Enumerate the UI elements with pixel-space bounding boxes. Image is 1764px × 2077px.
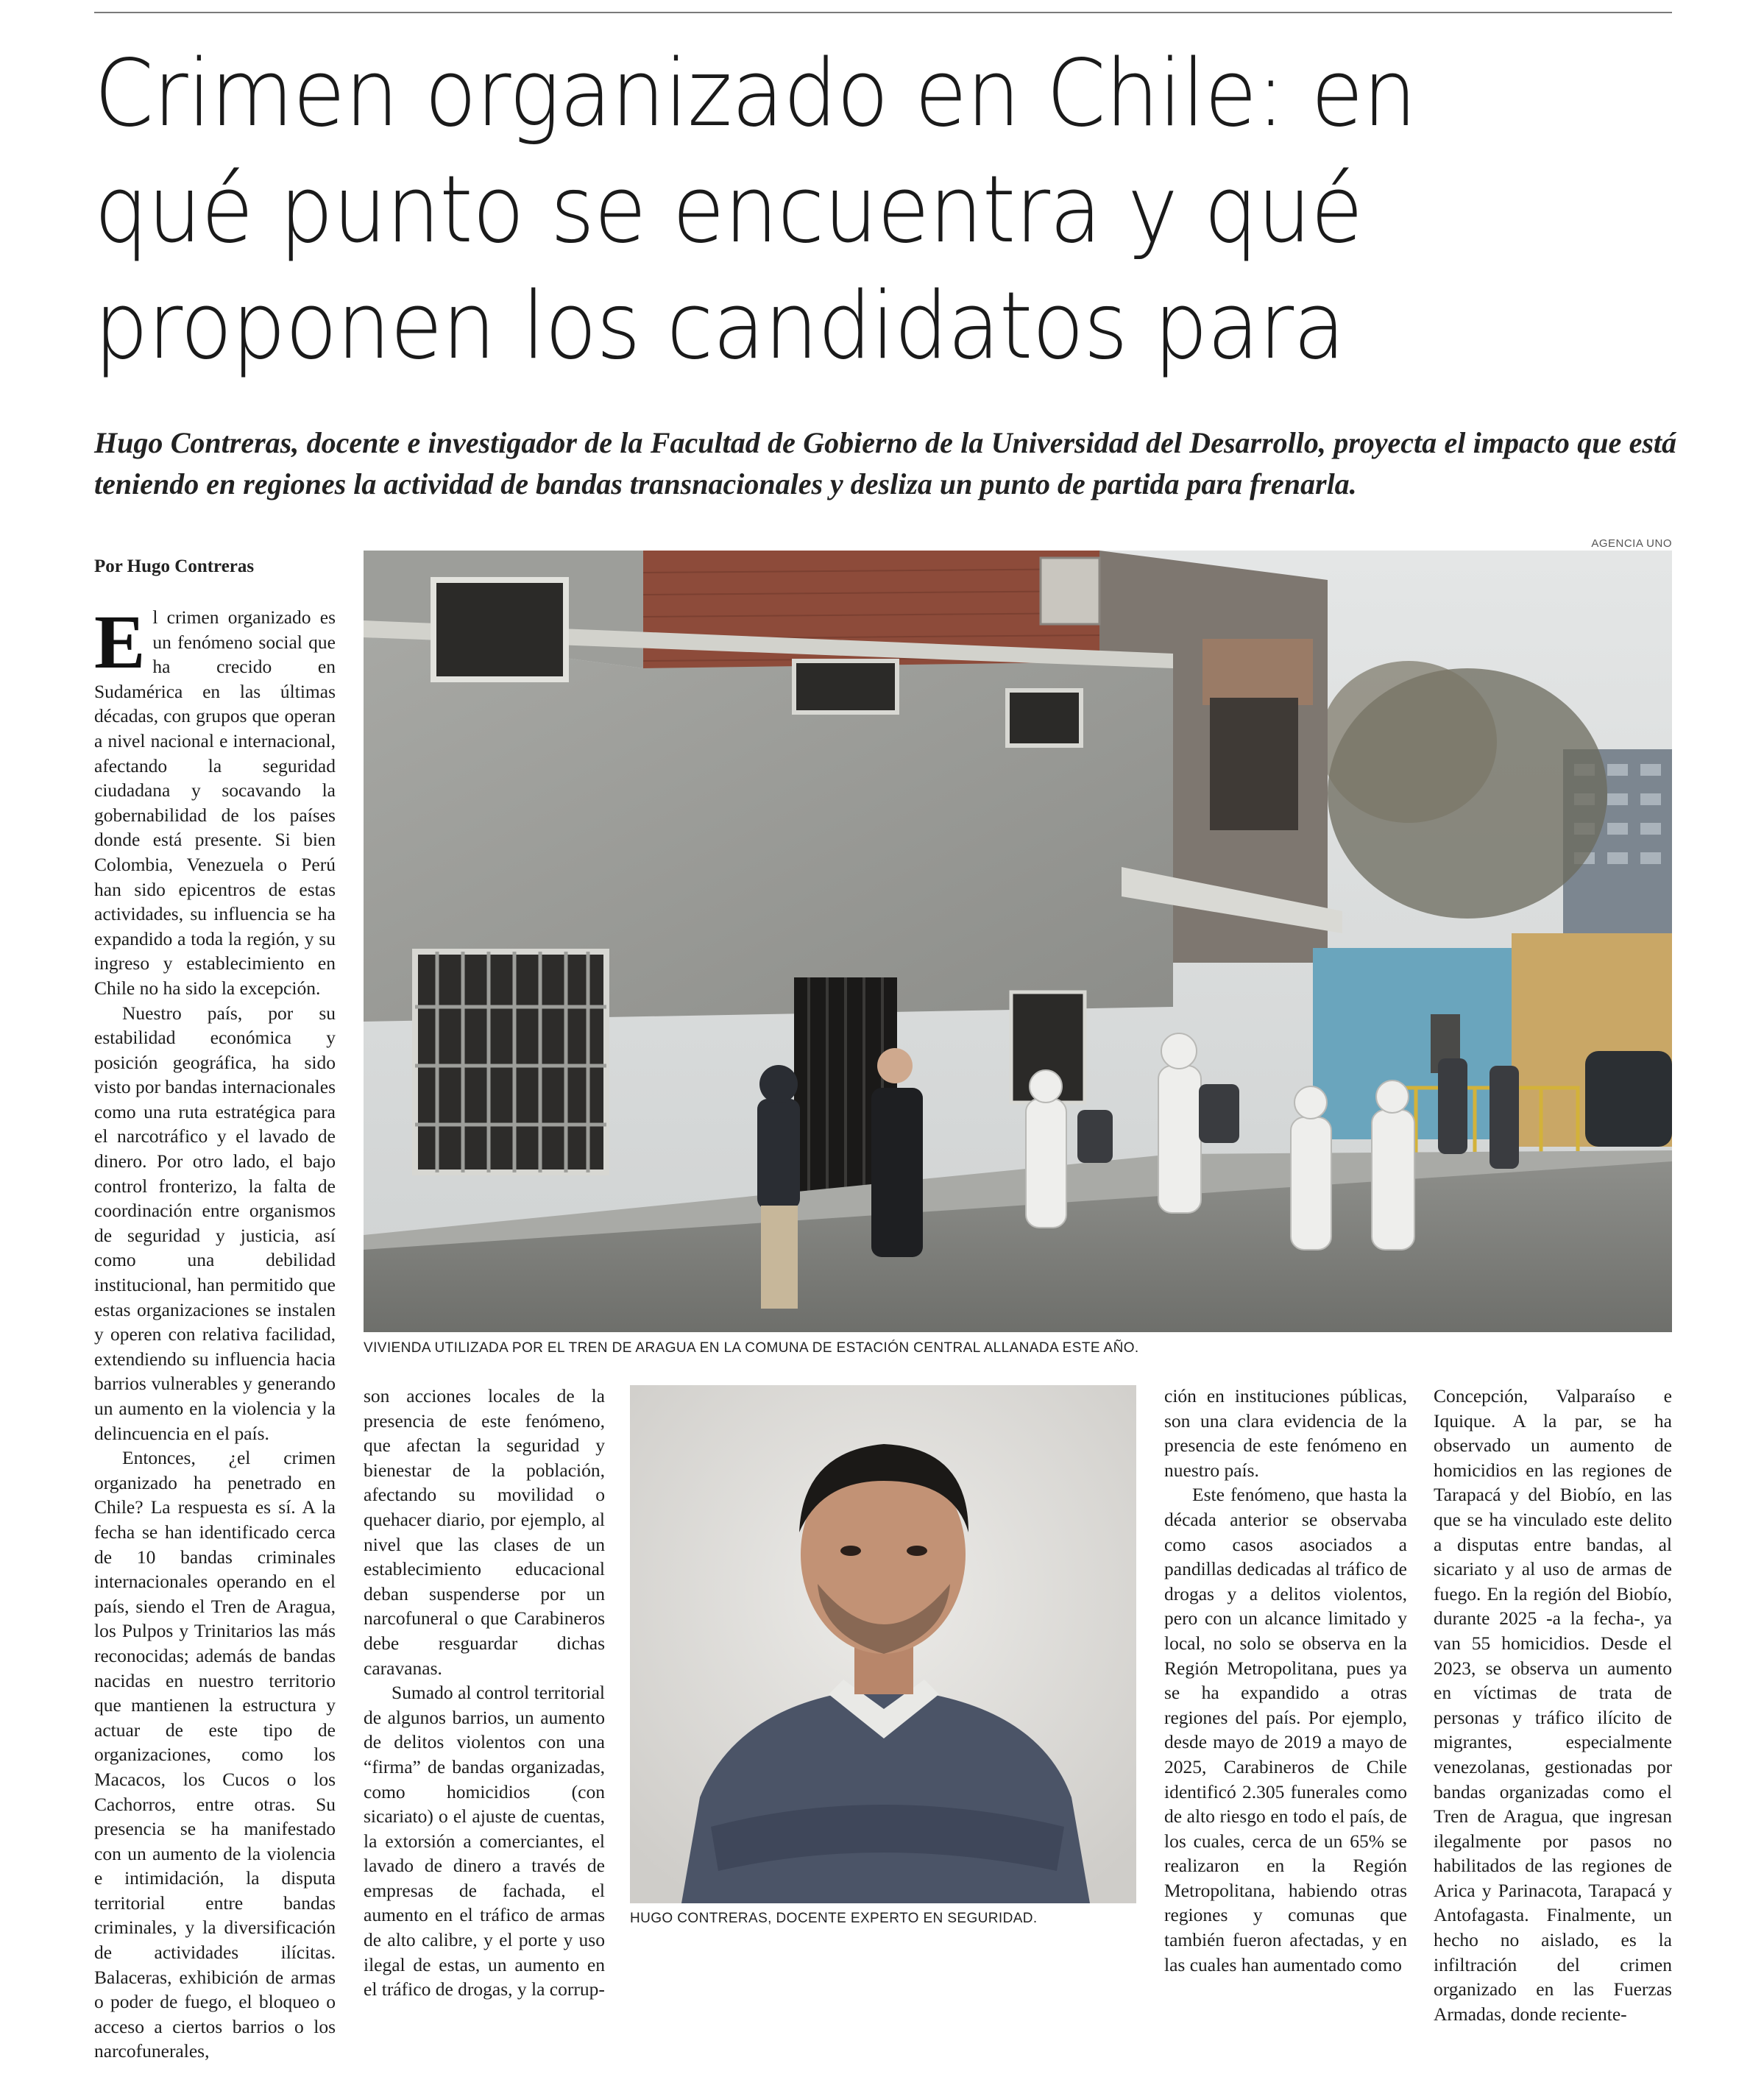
paragraph-1 <box>94 600 336 1001</box>
paragraph-3-continued: son acciones locales de la presencia de este fenómeno, que afectan la seguridad y bienestar de la población, afectando su movilidad o quehacer diario, por ejemplo, al nivel que las clases de un establecimiento educacional deban suspenderse por un narcofuneral o que Carabineros debe resguardar dichas caravanas. <box>364 1385 605 1679</box>
portrait-caption: HUGO CONTRERAS, DOCENTE EXPERTO EN SEGURIDAD. <box>630 1911 1038 1926</box>
body-column-1 <box>94 600 336 2064</box>
headline <box>94 35 1550 384</box>
headline-line-2: qué punto se encuentra y qué <box>94 155 1363 263</box>
body-column-3 <box>1164 1384 1407 1977</box>
headline-line-1: Crimen organizado en Chile: en <box>94 39 1417 147</box>
paragraph-1-text: l crimen organizado es un fenómeno social que ha crecido en Sudamérica en las últimas décadas, con grupos que operan a nivel nacional e internacional, afectando la seguridad ciudadana y socavando la gobernabilidad de los países donde está presente. Si bien Colombia, Venezuela o Perú han sido epicentros de estas actividades, su influencia se ha expandido a toda la región, y su ingreso y establecimiento en Chile no ha sido la excepción. <box>94 606 336 999</box>
portrait-illustration <box>630 1385 1136 1903</box>
drop-cap: E <box>94 600 146 684</box>
paragraph-5-continued: Concepción, Valparaíso e Iquique. A la par, se ha observado un aumento de homicidios en las regiones de Tarapacá y del Biobío, en las que se ha vinculado este delito a disputas entre bandas, al sicariato y al uso de armas de fuego. En la región del Biobío, durante 2025 -a la fecha-, ya van 55 homicidios. Desde el 2023, se observa un aumento en víctimas de trata de personas y tráfico ilícito de migrantes, especialmente venezolanas, gestionadas por bandas organizadas como el Tren de Aragua, que ingresan ilegalmente por pasos no habilitados de las regiones de Arica y Parinacota, Tarapacá y Antofagasta. Finalmente, un hecho no aislado, es la infiltración del crimen organizado en las Fuerzas Armadas, donde reciente- <box>1434 1385 1672 2025</box>
deck-subheading: Hugo Contreras, docente e investigador de la Facultad de Gobierno de la Universidad del Desarrollo, proyecta el impacto que está teniendo en regiones la actividad de bandas transnacionales y desliza un punto de partida para frenarla. <box>94 426 1676 500</box>
portrait-photo <box>630 1385 1136 1903</box>
paragraph-4-continued: ción en instituciones públicas, son una clara evidencia de la presencia de este fenómeno en nuestro país. <box>1164 1385 1407 1481</box>
headline-line-3: proponen los candidatos para <box>94 272 1345 380</box>
paragraph-5: Este fenómeno, que hasta la década anterior se observaba como casos asociados a pandillas dedicadas al tráfico de drogas y a delitos violentos, pero con un alcance limitado y local, no solo se observa en la Región Metropolitana, pues ya se ha expandido a otras regiones del país. Por ejemplo, desde mayo de 2019 a mayo de 2025, Carabineros de Chile identificó 2.305 funerales como de alto riesgo en todo el país, de los cuales, cerca de un 65% se realizaron en la Región Metropolitana, habiendo otras regiones y comunas que también fueron afectadas, y en las cuales han aumentado como <box>1164 1484 1407 1975</box>
photo-credit: AGENCIA UNO <box>1591 537 1672 550</box>
body-column-2 <box>364 1384 605 2002</box>
byline: Por Hugo Contreras <box>94 556 255 576</box>
top-rule <box>94 12 1672 13</box>
main-photo-caption: VIVIENDA UTILIZADA POR EL TREN DE ARAGUA EN LA COMUNA DE ESTACIÓN CENTRAL ALLANADA ESTE AÑO. <box>364 1340 1139 1356</box>
paragraph-2: Nuestro país, por su estabilidad económica y posición geográfica, ha sido visto por bandas internacionales como una ruta estratégica para el narcotráfico y el lavado de dinero. Por otro lado, el bajo control fronterizo, la falta de coordinación entre organismos de seguridad y justicia, así como una debilidad institucional, han permitido que estas organizaciones se instalen y operen con relativa facilidad, extendiendo su influencia hacia barrios vulnerables y generando un aumento en la violencia y la delincuencia en el país. <box>94 1002 336 1444</box>
paragraph-4: Sumado al control territorial de algunos barrios, un aumento de delitos violentos con una “firma” de bandas organizadas, como homicidios (con sicariato) o el ajuste de cuentas, la extorsión a comerciantes, el lavado de dinero a través de empresas de fachada, el aumento en el tráfico de armas de alto calibre, y el porte y uso ilegal de estas, un aumento en el tráfico de drogas, y la corrup- <box>364 1682 605 2000</box>
paragraph-3: Entonces, ¿el crimen organizado ha penetrado en Chile? La respuesta es sí. A la fecha se han identificado cerca de 10 bandas criminales internacionales operando en el país, siendo el Tren de Aragua, los Pulpos y Trinitarios las más reconocidas; además de bandas nacidas en nuestro territorio que mantienen la estructura y actuar de este tipo de organizaciones, como los Macacos, los Cucos o los Cachorros, entre otras. Su presencia se ha manifestado con un aumento de la violencia e intimidación, la disputa territorial entre bandas criminales, y la diversificación de actividades ilícitas. Balaceras, exhibición de armas o poder de fuego, el bloqueo o acceso a ciertos barrios o los narcofunerales, <box>94 1447 336 2062</box>
body-column-4 <box>1434 1384 1672 2026</box>
raid-scene-illustration <box>364 551 1672 1332</box>
main-photo <box>364 551 1672 1332</box>
